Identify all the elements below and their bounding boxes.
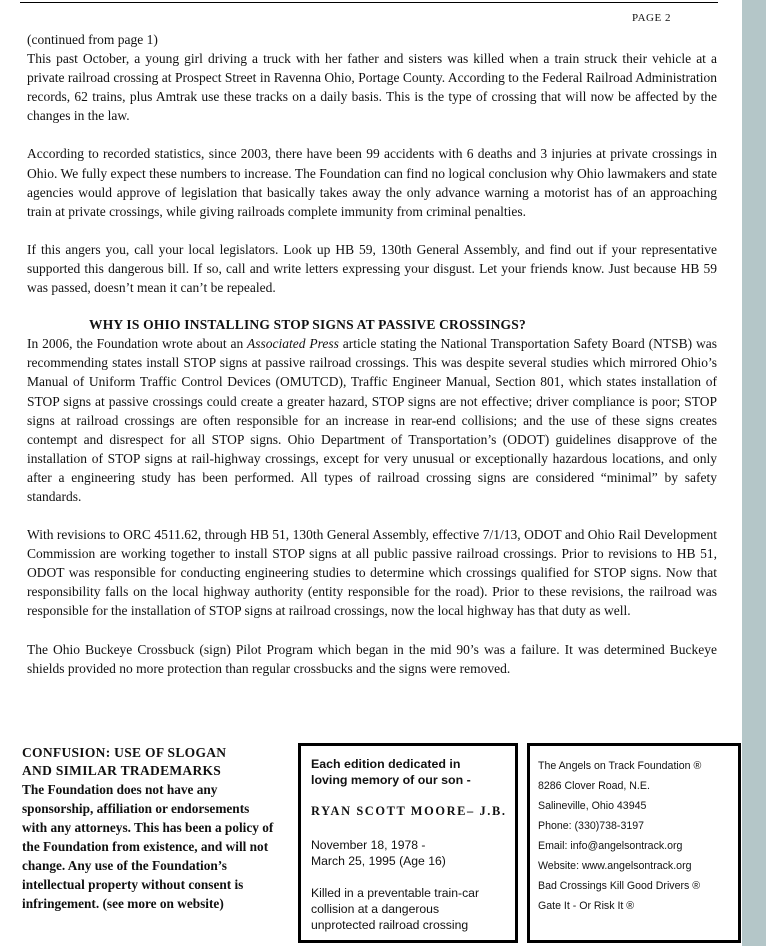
note-line2: collision at a dangerous [311,902,440,916]
contact-city: Salineville, Ohio 43945 [538,800,647,812]
ap-italic: Associated Press [247,336,339,352]
paragraph-call-legislators: If this angers you, call your local legislators. Look up HB 59, 130th General Assembly, and find out if your representative supported this dangerous bill. If so, call and write letters expressing your disgust. Let your friends know. Just because HB 59 was passed, doesn’t mean it can’t be repealed. [27,241,717,296]
paragraph-buckeye: The Ohio Buckeye Crossbuck (sign) Pilot Program which began in the mid 90’s was a failure. It was determined Buckeye shields provided no more protection than regular crossbucks and the signs were removed. [27,641,717,676]
confusion-title-line2: AND SIMILAR TRADEMARKS [22,763,222,778]
contact-slogan2: Gate It - Or Risk It ® [538,900,635,912]
continued-note: (continued from page 1) [27,32,158,47]
date-died: March 25, 1995 (Age 16) [311,854,446,868]
page-number: PAGE 2 [632,12,671,24]
memorial-dates [311,837,507,869]
contact-org: The Angels on Track Foundation ® [538,760,702,772]
contact-street: 8286 Clover Road, N.E. [538,780,650,792]
note-line3: unprotected railroad crossing [311,918,469,932]
dedication-line2: loving memory of our son - [311,773,471,787]
top-rule [20,2,718,3]
confusion-notice [22,744,274,913]
paragraph-statistics: According to recorded statistics, since 2003, there have been 99 accidents with 6 deaths and 3 injuries at private crossings in Ohio. We fully expect these numbers to increase. The Foundation can find no logical conclusion why Ohio lawmakers and state agencies would approve of legislation that basically takes away the only advance warning a motorist has of an approaching train at private crossings, while giving railroads complete immunity from criminal penalties. [27,146,717,219]
confusion-body: The Foundation does not have any sponsorship, affiliation or endorsements with any attorneys. This has been a policy of the Foundation from existence, and will not change. Any use of the Foundation’s intellectual property without consent is infringement. (see more on website) [22,782,274,911]
dedication-line1: Each edition dedicated in [311,757,461,771]
side-color-bar [742,0,766,946]
paragraph-ntsb [27,334,717,506]
memorial-name: RYAN SCOTT MOORE– J.B. [311,804,507,818]
contact-website: Website: www.angelsontrack.org [538,860,692,872]
main-article [27,30,717,678]
contact-slogan1: Bad Crossings Kill Good Drivers ® [538,880,701,892]
memorial-note [311,885,507,933]
ap-text-before: In 2006, the Foundation wrote about an [27,336,248,352]
contact-email: Email: info@angelsontrack.org [538,840,683,852]
contact-phone: Phone: (330)738-3197 [538,820,645,832]
date-born: November 18, 1978 - [311,838,426,852]
ap-text-after: article stating the National Transportation Safety Board (NTSB) was recommending states install STOP signs at passive railroad crossings. This was despite several studies which mirrored Ohio’s Manual of Uniform Traffic Control Devices (OMUTCD), Traffic Engineer Manual, Section 801, which states installation of STOP signs at passive crossings could create a greater hazard, STOP signs are not effective; driver compliance is poor; STOP signs at railroad crossings are often responsible for an increase in rear-end collisions; and the use of these signs creates contempt and disrespect for all STOP signs. Ohio Department of Transportation’s (ODOT) guidelines disapprove of the installation of STOP signs at rail-highway crossings, except for very unusual or exceptionally hazardous locations, and only after a engineering study has been performed. All types of railroad crossing signs are considered “minimal” by safety standards. [27,336,717,504]
paragraph-orc-revisions: With revisions to ORC 4511.62, through HB 51, 130th General Assembly, effective 7/1/13, ODOT and Ohio Rail Development Commission are working together to install STOP signs at all public passive railroad crossings. Prior to revisions to HB 51, ODOT was responsible for conducting engineering studies to determine which crossings qualified for STOP signs. Now that responsibility falls on the local highway authority (entity responsible for the road). Prior to these revisions, the railroad was responsible for the installation of STOP signs at railroad crossings, now the local highway has that duty as well. [27,527,717,619]
note-line1: Killed in a preventable train-car [311,886,480,900]
paragraph-october-accident: This past October, a young girl driving a truck with her father and sisters was killed when a train struck their vehicle at a private railroad crossing at Prospect Street in Ravenna Ohio, Portage County. According to the Federal Railroad Administration records, 62 trains, plus Amtrak use these tracks on a daily basis. This is the type of crossing that will now be affected by the changes in the law. [27,51,717,124]
memorial-box [298,743,518,943]
section-heading: WHY IS OHIO INSTALLING STOP SIGNS AT PASSIVE CROSSINGS? [89,317,526,333]
contact-box [527,743,741,943]
confusion-title-line1: CONFUSION: USE OF SLOGAN [22,745,227,760]
